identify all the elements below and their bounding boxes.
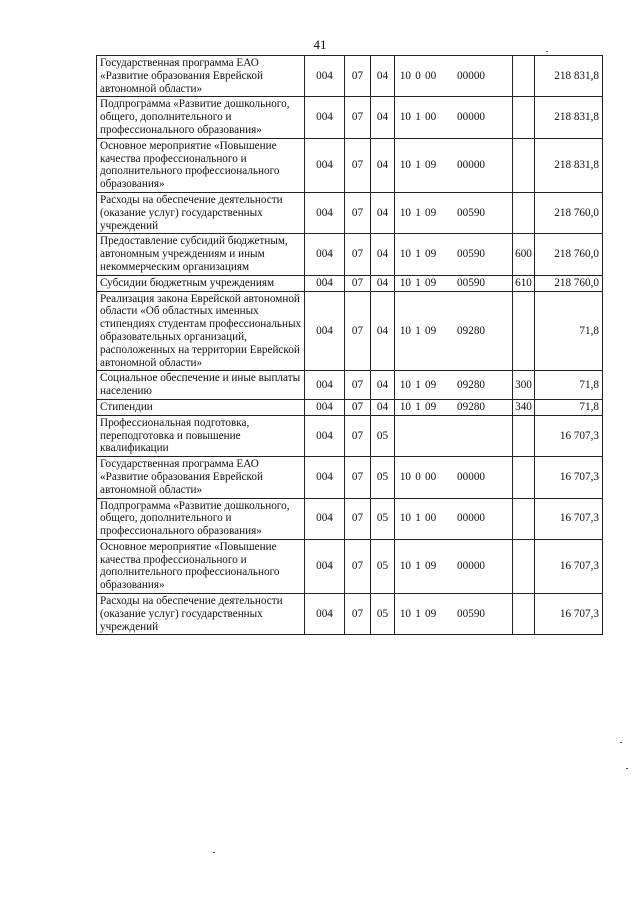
table-row	[97, 371, 603, 400]
grbs-code: 004	[305, 371, 345, 400]
table-row	[97, 539, 603, 593]
subsection-code: 05	[371, 594, 395, 635]
expense-type-code	[513, 138, 535, 192]
table-row	[97, 275, 603, 291]
subsection-code: 04	[371, 371, 395, 400]
grbs-code: 004	[305, 56, 345, 97]
row-name: Расходы на обеспечение деятельности (оказание услуг) государственных учреждений	[97, 594, 305, 635]
amount: 16 707,3	[535, 457, 603, 498]
grbs-code: 004	[305, 234, 345, 275]
row-name: Основное мероприятие «Повышение качества профессионального и дополнительного профессионального образования»	[97, 539, 305, 593]
scan-speck	[546, 51, 548, 52]
target-article-code: 10 1 09 00000	[395, 539, 513, 593]
section-code: 07	[345, 539, 371, 593]
section-code: 07	[345, 192, 371, 233]
expense-type-code	[513, 498, 535, 539]
section-code: 07	[345, 56, 371, 97]
amount: 218 831,8	[535, 97, 603, 138]
table-row	[97, 291, 603, 371]
table-row	[97, 97, 603, 138]
table-body	[97, 56, 603, 635]
section-code: 07	[345, 234, 371, 275]
table-row	[97, 594, 603, 635]
target-article-code: 10 1 09 09280	[395, 371, 513, 400]
subsection-code: 04	[371, 56, 395, 97]
target-article-code	[395, 415, 513, 456]
expense-type-code: 300	[513, 371, 535, 400]
row-name: Государственная программа ЕАО «Развитие образования Еврейской автономной области»	[97, 457, 305, 498]
section-code: 07	[345, 399, 371, 415]
amount: 71,8	[535, 371, 603, 400]
expense-type-code: 340	[513, 399, 535, 415]
grbs-code: 004	[305, 498, 345, 539]
expense-type-code	[513, 56, 535, 97]
target-article-code: 10 0 00 00000	[395, 457, 513, 498]
row-name: Основное мероприятие «Повышение качества профессионального и дополнительного профессионального образования»	[97, 138, 305, 192]
section-code: 07	[345, 97, 371, 138]
row-name: Подпрограмма «Развитие дошкольного, общего, дополнительного и профессионального образования»	[97, 498, 305, 539]
expense-type-code	[513, 415, 535, 456]
table-row	[97, 415, 603, 456]
expense-type-code	[513, 539, 535, 593]
expense-type-code	[513, 291, 535, 371]
amount: 16 707,3	[535, 539, 603, 593]
row-name: Предоставление субсидий бюджетным, автономным учреждениям и иным некоммерческим организациям	[97, 234, 305, 275]
target-article-code: 10 1 09 00590	[395, 594, 513, 635]
target-article-code: 10 1 09 00590	[395, 192, 513, 233]
row-name: Профессиональная подготовка, переподготовка и повышение квалификации	[97, 415, 305, 456]
amount: 71,8	[535, 399, 603, 415]
grbs-code: 004	[305, 539, 345, 593]
grbs-code: 004	[305, 291, 345, 371]
target-article-code: 10 1 00 00000	[395, 498, 513, 539]
expense-type-code	[513, 594, 535, 635]
target-article-code: 10 0 00 00000	[395, 56, 513, 97]
page-number: 41	[313, 37, 327, 52]
scan-speck	[626, 768, 628, 769]
row-name: Социальное обеспечение и иные выплаты населению	[97, 371, 305, 400]
amount: 218 760,0	[535, 275, 603, 291]
section-code: 07	[345, 594, 371, 635]
scan-speck	[620, 742, 622, 743]
table-row	[97, 56, 603, 97]
amount: 16 707,3	[535, 594, 603, 635]
subsection-code: 05	[371, 498, 395, 539]
table-row	[97, 234, 603, 275]
grbs-code: 004	[305, 192, 345, 233]
section-code: 07	[345, 275, 371, 291]
section-code: 07	[345, 138, 371, 192]
expense-type-code	[513, 457, 535, 498]
amount: 16 707,3	[535, 498, 603, 539]
amount: 218 831,8	[535, 56, 603, 97]
amount: 71,8	[535, 291, 603, 371]
subsection-code: 04	[371, 291, 395, 371]
table-row	[97, 192, 603, 233]
row-name: Стипендии	[97, 399, 305, 415]
table-row	[97, 138, 603, 192]
amount: 218 831,8	[535, 138, 603, 192]
grbs-code: 004	[305, 594, 345, 635]
row-name: Расходы на обеспечение деятельности (оказание услуг) государственных учреждений	[97, 192, 305, 233]
grbs-code: 004	[305, 97, 345, 138]
table-row	[97, 457, 603, 498]
expense-type-code	[513, 97, 535, 138]
row-name: Субсидии бюджетным учреждениям	[97, 275, 305, 291]
grbs-code: 004	[305, 138, 345, 192]
amount: 218 760,0	[535, 234, 603, 275]
table-row	[97, 498, 603, 539]
subsection-code: 04	[371, 138, 395, 192]
section-code: 07	[345, 457, 371, 498]
subsection-code: 04	[371, 97, 395, 138]
row-name: Подпрограмма «Развитие дошкольного, общего, дополнительного и профессионального образования»	[97, 97, 305, 138]
target-article-code: 10 1 09 00000	[395, 138, 513, 192]
amount: 16 707,3	[535, 415, 603, 456]
row-name: Реализация закона Еврейской автономной области «Об областных именных стипендиях студентам профессиональных образовательных организаций, расположенных на территории Еврейской автономной области»	[97, 291, 305, 371]
subsection-code: 04	[371, 275, 395, 291]
subsection-code: 04	[371, 234, 395, 275]
scan-speck	[213, 852, 215, 853]
target-article-code: 10 1 09 00590	[395, 234, 513, 275]
target-article-code: 10 1 09 09280	[395, 399, 513, 415]
budget-table	[96, 55, 603, 635]
grbs-code: 004	[305, 399, 345, 415]
target-article-code: 10 1 09 09280	[395, 291, 513, 371]
section-code: 07	[345, 415, 371, 456]
row-name: Государственная программа ЕАО «Развитие образования Еврейской автономной области»	[97, 56, 305, 97]
subsection-code: 05	[371, 415, 395, 456]
subsection-code: 04	[371, 399, 395, 415]
target-article-code: 10 1 09 00590	[395, 275, 513, 291]
subsection-code: 04	[371, 192, 395, 233]
grbs-code: 004	[305, 457, 345, 498]
expense-type-code: 600	[513, 234, 535, 275]
expense-type-code	[513, 192, 535, 233]
grbs-code: 004	[305, 415, 345, 456]
grbs-code: 004	[305, 275, 345, 291]
section-code: 07	[345, 291, 371, 371]
subsection-code: 05	[371, 457, 395, 498]
table-row	[97, 399, 603, 415]
section-code: 07	[345, 498, 371, 539]
expense-type-code: 610	[513, 275, 535, 291]
target-article-code: 10 1 00 00000	[395, 97, 513, 138]
subsection-code: 05	[371, 539, 395, 593]
amount: 218 760,0	[535, 192, 603, 233]
section-code: 07	[345, 371, 371, 400]
